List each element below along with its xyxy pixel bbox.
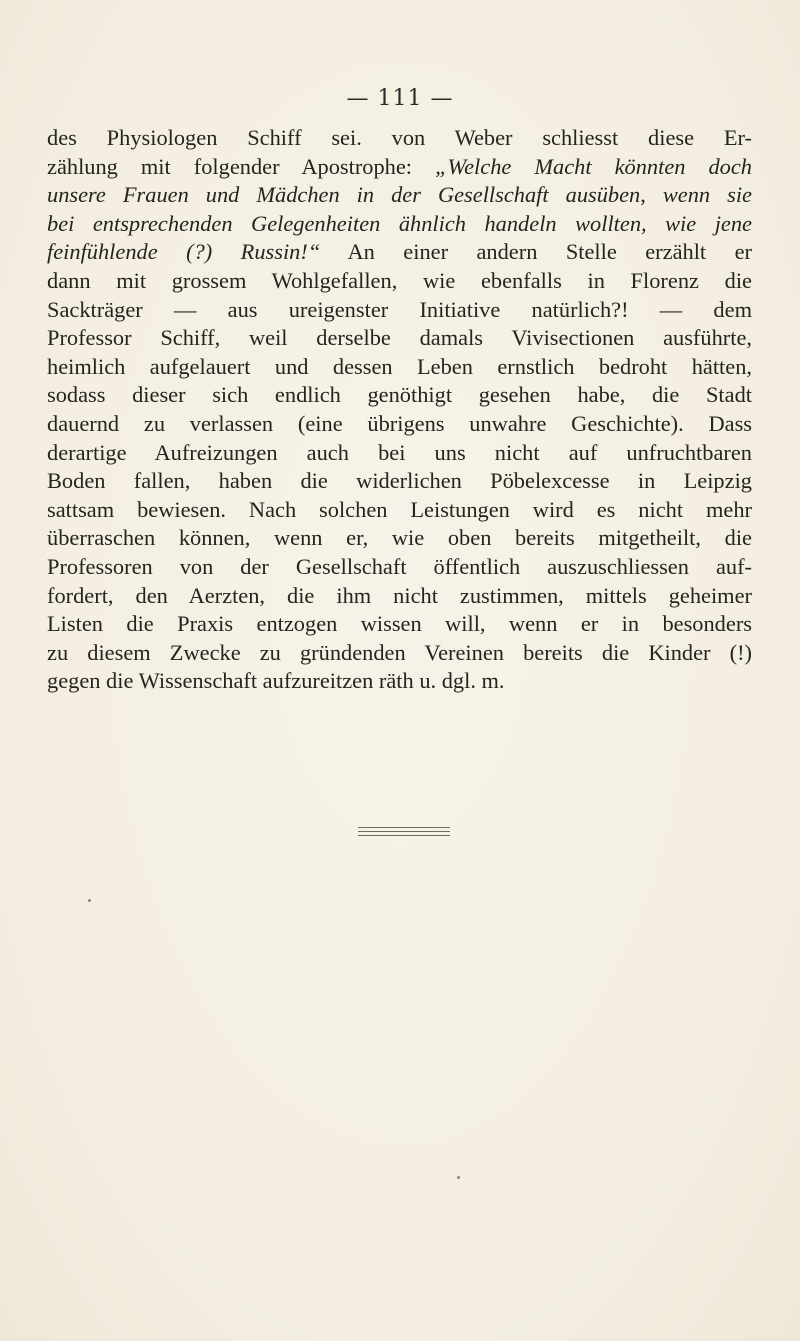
text-line bbox=[47, 524, 752, 553]
text-line bbox=[47, 353, 752, 382]
text-line bbox=[47, 582, 752, 611]
text-line-content: Professor Schiff, weil derselbe damals Vivisectionen ausführte, bbox=[47, 325, 752, 351]
text-line bbox=[47, 439, 752, 468]
italic-quote: „Welche Macht könnten doch bbox=[435, 153, 752, 179]
text-line bbox=[47, 467, 752, 496]
text-line bbox=[47, 667, 752, 696]
text-line-content: dann mit grossem Wohlgefallen, wie ebenfalls in Florenz die bbox=[47, 267, 752, 293]
ink-speck bbox=[88, 899, 91, 902]
italic-quote: bei entsprechenden Gelegenheiten ähnlich handeln wollten, wie jene bbox=[47, 210, 752, 236]
text-line bbox=[47, 610, 752, 639]
text-line-content: dauernd zu verlassen (eine übrigens unwahre Geschichte). Dass bbox=[47, 410, 752, 436]
body-paragraph bbox=[47, 124, 752, 696]
text-line bbox=[47, 181, 752, 210]
ink-speck bbox=[457, 1176, 460, 1179]
text-line bbox=[47, 153, 752, 182]
text-line bbox=[47, 296, 752, 325]
ornamental-rule bbox=[358, 831, 450, 832]
text-line bbox=[47, 210, 752, 239]
text-line-content: An einer andern Stelle erzählt er bbox=[347, 239, 752, 265]
text-line bbox=[47, 238, 752, 267]
text-line-content: zu diesem Zwecke zu gründenden Vereinen bereits die Kinder (!) bbox=[47, 639, 752, 665]
text-line-content: derartige Aufreizungen auch bei uns nicht auf unfruchtbaren bbox=[47, 439, 752, 465]
text-line-content: zählung mit folgender Apostrophe: bbox=[47, 153, 413, 179]
text-line-content: Boden fallen, haben die widerlichen Pöbelexcesse in Leipzig bbox=[47, 468, 752, 494]
text-line bbox=[47, 124, 752, 153]
text-line bbox=[47, 639, 752, 668]
text-line bbox=[47, 553, 752, 582]
ornamental-rule bbox=[358, 835, 450, 836]
text-line-content: überraschen können, wenn er, wie oben bereits mitgetheilt, die bbox=[47, 525, 752, 551]
text-line-content: gegen die Wissenschaft aufzureitzen räth u. dgl. m. bbox=[47, 668, 505, 694]
text-line bbox=[47, 381, 752, 410]
text-line-content: Listen die Praxis entzogen wissen will, wenn er in besonders bbox=[47, 611, 752, 637]
page-number: — 111 — bbox=[346, 86, 454, 111]
italic-quote: feinfühlende (?) Russin!“ bbox=[47, 239, 321, 265]
text-line-content: Professoren von der Gesellschaft öffentlich auszuschliessen auf- bbox=[47, 553, 752, 579]
italic-quote: unsere Frauen und Mädchen in der Gesellschaft ausüben, wenn sie bbox=[47, 182, 752, 208]
text-line-content: sattsam bewiesen. Nach solchen Leistungen wird es nicht mehr bbox=[47, 496, 752, 522]
text-line bbox=[47, 496, 752, 525]
text-line bbox=[47, 410, 752, 439]
text-line-content: sodass dieser sich endlich genöthigt gesehen habe, die Stadt bbox=[47, 382, 752, 408]
text-line-content: heimlich aufgelauert und dessen Leben ernstlich bedroht hätten, bbox=[47, 353, 752, 379]
text-line-content: Sackträger — aus ureigenster Initiative natürlich?! — dem bbox=[47, 296, 752, 322]
text-line bbox=[47, 267, 752, 296]
ornamental-rule bbox=[358, 827, 450, 828]
text-line-content: des Physiologen Schiff sei. von Weber schliesst diese Er- bbox=[47, 125, 752, 150]
text-line-content: fordert, den Aerzten, die ihm nicht zustimmen, mittels geheimer bbox=[47, 582, 752, 608]
text-line bbox=[47, 324, 752, 353]
